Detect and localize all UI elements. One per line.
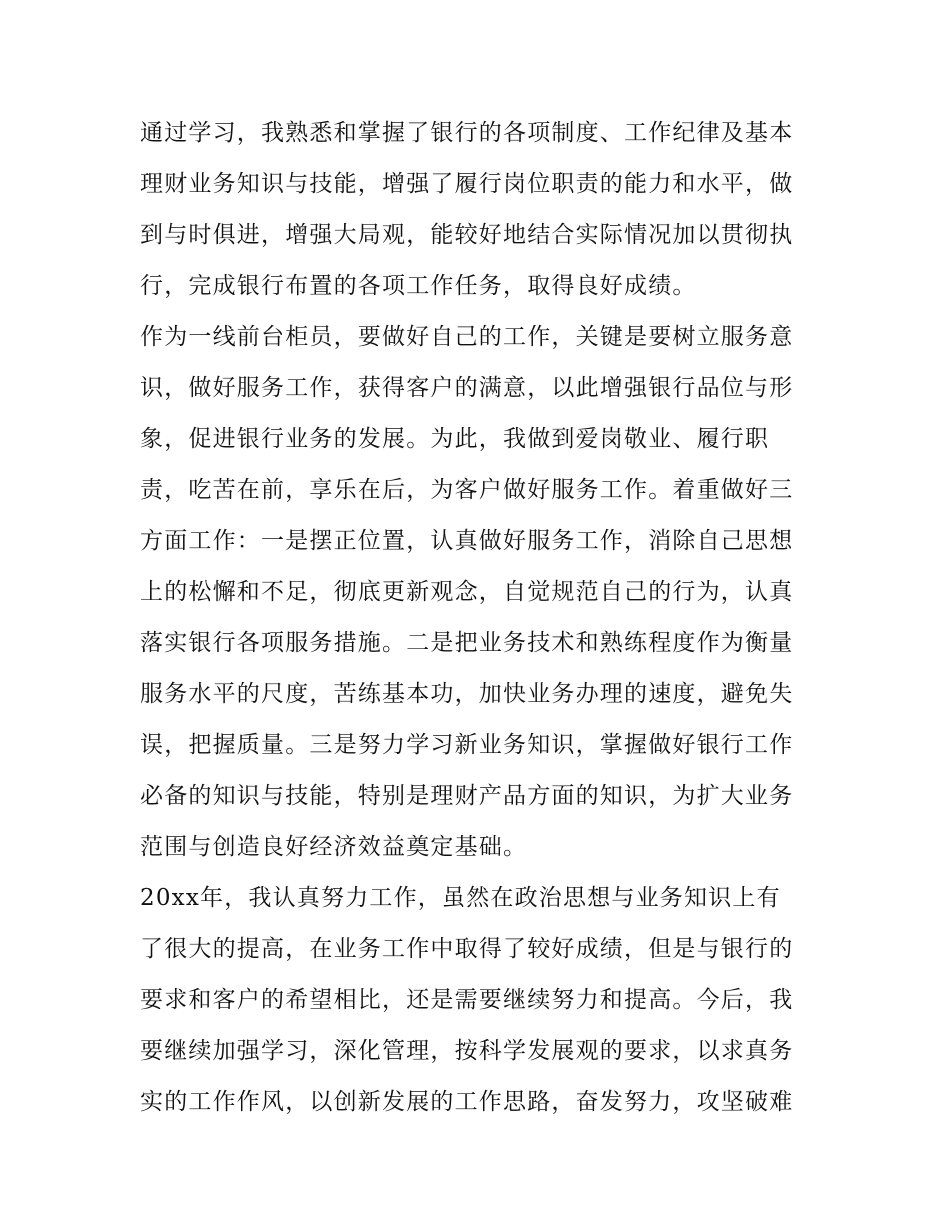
text-line: 范围与创造良好经济效益奠定基础。: [140, 834, 528, 860]
text-line: 要求和客户的希望相比，还是需要继续努力和提高。今后，我: [140, 987, 794, 1013]
text-line: 理财业务知识与技能，增强了履行岗位职责的能力和水平，做: [140, 171, 794, 197]
text-line: 实的工作作风，以创新发展的工作思路，奋发努力，攻坚破难: [140, 1089, 794, 1115]
text-line: 落实银行各项服务措施。二是把业务技术和熟练程度作为衡量: [140, 630, 794, 656]
text-line: 20xx年，我认真努力工作，虽然在政治思想与业务知识上有: [140, 885, 781, 911]
text-line: 识，做好服务工作，获得客户的满意，以此增强银行品位与形: [140, 375, 794, 401]
text-line: 到与时俱进，增强大局观，能较好地结合实际情况加以贯彻执: [140, 222, 794, 248]
text-line: 象，促进银行业务的发展。为此，我做到爱岗敬业、履行职: [140, 426, 770, 452]
text-line: 上的松懈和不足，彻底更新观念，自觉规范自己的行为，认真: [140, 579, 794, 605]
text-line: 要继续加强学习，深化管理，按科学发展观的要求，以求真务: [140, 1038, 794, 1064]
text-line: 作为一线前台柜员，要做好自己的工作，关键是要树立服务意: [140, 324, 794, 350]
text-line: 服务水平的尺度，苦练基本功，加快业务办理的速度，避免失: [140, 681, 794, 707]
text-line: 方面工作：一是摆正位置，认真做好服务工作，消除自己思想: [140, 528, 794, 554]
text-line: 了很大的提高，在业务工作中取得了较好成绩，但是与银行的: [140, 936, 794, 962]
text-line: 必备的知识与技能，特别是理财产品方面的知识，为扩大业务: [140, 783, 794, 809]
text-line: 行，完成银行布置的各项工作任务，取得良好成绩。: [140, 273, 697, 299]
text-line: 通过学习，我熟悉和掌握了银行的各项制度、工作纪律及基本: [140, 120, 794, 146]
body-text: [140, 108, 830, 1128]
text-line: 误，把握质量。三是努力学习新业务知识，掌握做好银行工作: [140, 732, 794, 758]
text-line: 责，吃苦在前，享乐在后，为客户做好服务工作。着重做好三: [140, 477, 794, 503]
